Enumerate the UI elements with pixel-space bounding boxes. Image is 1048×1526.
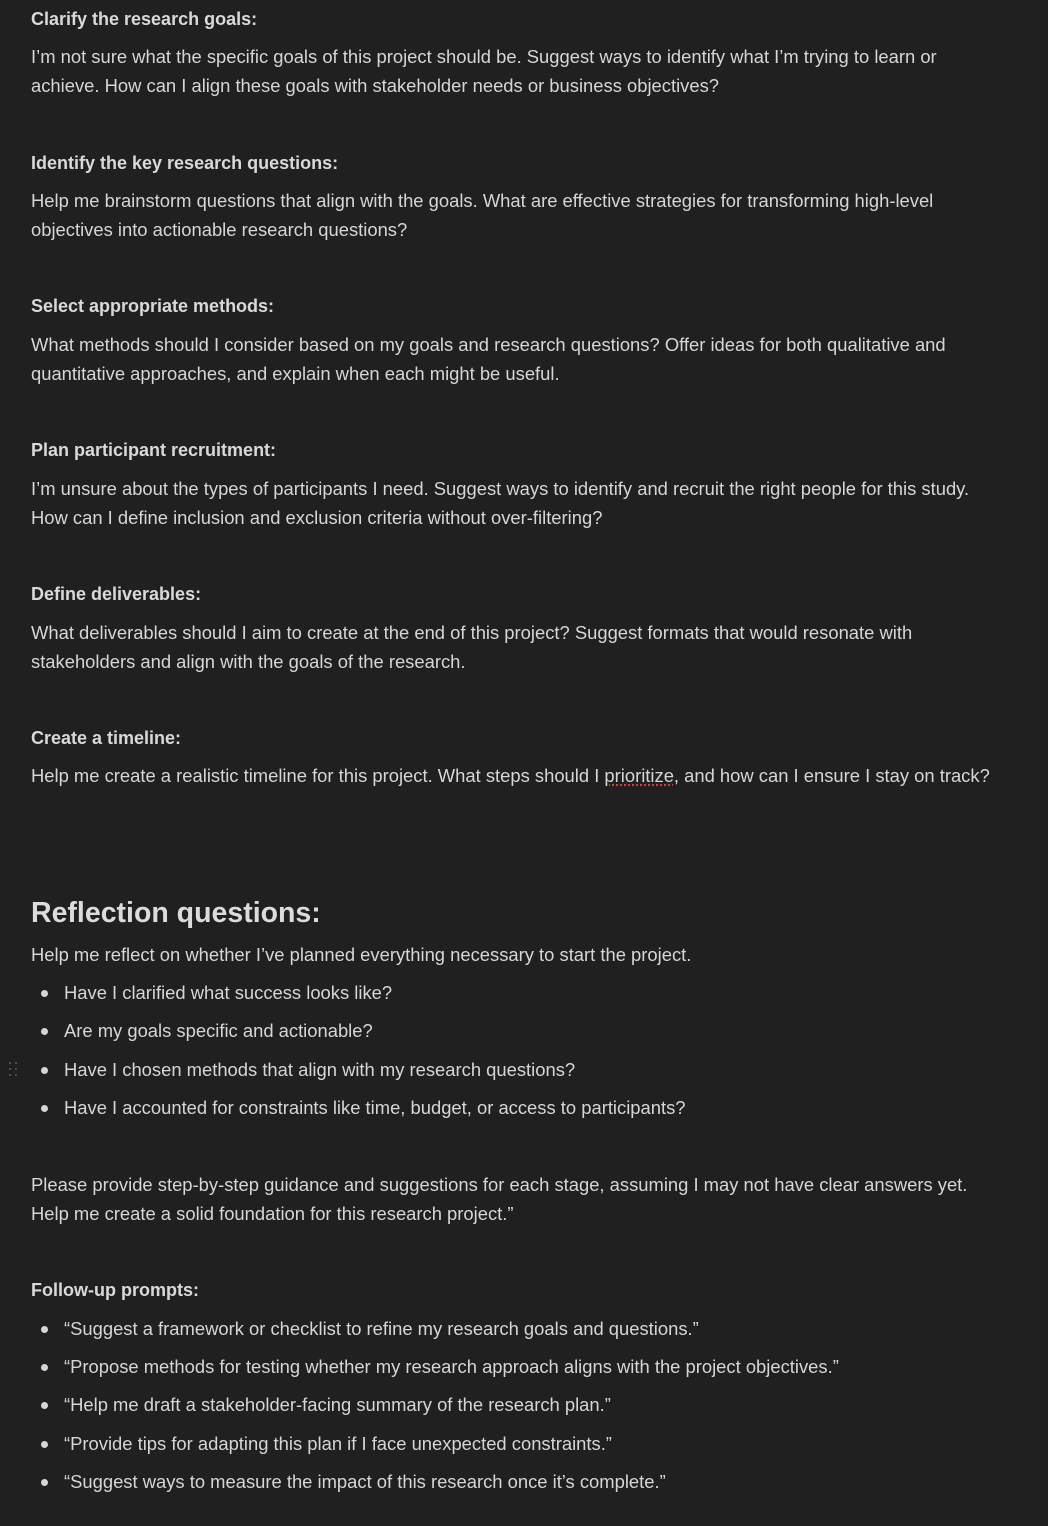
block-drag-handle-icon[interactable] bbox=[9, 1062, 19, 1078]
followup-item-text: “Suggest a framework or checklist to refine my research goals and questions.” bbox=[64, 1318, 699, 1339]
closing-paragraph[interactable]: Please provide step-by-step guidance and suggestions for each stage, assuming I may not have clear answers yet. Help me create a solid foundation for this research project.” bbox=[31, 1174, 968, 1224]
timeline-text-part-1: Help me create a realistic timeline for this project. What steps should I bbox=[31, 765, 605, 786]
section-text-clarify-goals[interactable]: I’m not sure what the specific goals of this project should be. Suggest ways to identify what I’m trying to learn or achieve. How can I align these goals with stakeholder needs or business objectives? bbox=[31, 46, 937, 96]
bullet-dot-icon bbox=[41, 1067, 48, 1074]
section-label-timeline: Create a timeline: bbox=[31, 728, 182, 748]
section-label-deliverables: Define deliverables: bbox=[31, 584, 202, 604]
reflection-item-text: Have I clarified what success looks like? bbox=[64, 982, 393, 1003]
section-text-deliverables[interactable]: What deliverables should I aim to create at the end of this project? Suggest formats that would resonate with stakeholders and align with the goals of the research. bbox=[31, 622, 913, 672]
bullet-dot-icon bbox=[41, 1441, 48, 1448]
section-label-recruitment: Plan participant recruitment: bbox=[31, 440, 277, 460]
section-text-methods[interactable]: What methods should I consider based on my goals and research questions? Offer ideas for both qualitative and quantitative approaches, and explain when each might be useful. bbox=[31, 334, 946, 384]
section-text-timeline[interactable] bbox=[31, 761, 991, 790]
reflection-item-text: Are my goals specific and actionable? bbox=[64, 1020, 373, 1041]
followup-item-text: “Provide tips for adapting this plan if I face unexpected constraints.” bbox=[64, 1433, 612, 1454]
section-text-research-questions[interactable]: Help me brainstorm questions that align with the goals. What are effective strategies for transforming high-level objectives into actionable research questions? bbox=[31, 190, 934, 240]
section-label-methods: Select appropriate methods: bbox=[31, 296, 275, 316]
bullet-dot-icon bbox=[41, 1479, 48, 1486]
timeline-text-part-2: , and how can I ensure I stay on track? bbox=[673, 765, 990, 786]
bullet-dot-icon bbox=[41, 1402, 48, 1409]
followup-item-text: “Propose methods for testing whether my research approach aligns with the project objectives.” bbox=[64, 1356, 839, 1377]
followup-item-text: “Suggest ways to measure the impact of this research once it’s complete.” bbox=[64, 1471, 666, 1492]
section-text-recruitment[interactable]: I’m unsure about the types of participants I need. Suggest ways to identify and recruit the right people for this study. How can I define inclusion and exclusion criteria without over-filtering? bbox=[31, 478, 970, 528]
followup-label: Follow-up prompts: bbox=[31, 1280, 199, 1300]
spellcheck-flagged-word[interactable]: prioritize bbox=[604, 765, 674, 786]
reflection-item-text: Have I accounted for constraints like time, budget, or access to participants? bbox=[64, 1097, 686, 1118]
bullet-dot-icon bbox=[41, 1105, 48, 1112]
bullet-dot-icon bbox=[41, 990, 48, 997]
reflection-item-text: Have I chosen methods that align with my research questions? bbox=[64, 1059, 576, 1080]
bullet-dot-icon bbox=[41, 1326, 48, 1333]
section-label-clarify-goals: Clarify the research goals: bbox=[31, 9, 258, 29]
followup-item-text: “Help me draft a stakeholder-facing summary of the research plan.” bbox=[64, 1394, 611, 1415]
reflection-intro[interactable]: Help me reflect on whether I’ve planned everything necessary to start the project. bbox=[31, 944, 692, 965]
bullet-dot-icon bbox=[41, 1028, 48, 1035]
bullet-dot-icon bbox=[41, 1364, 48, 1371]
section-label-research-questions: Identify the key research questions: bbox=[31, 153, 339, 173]
reflection-heading: Reflection questions: bbox=[31, 897, 321, 929]
